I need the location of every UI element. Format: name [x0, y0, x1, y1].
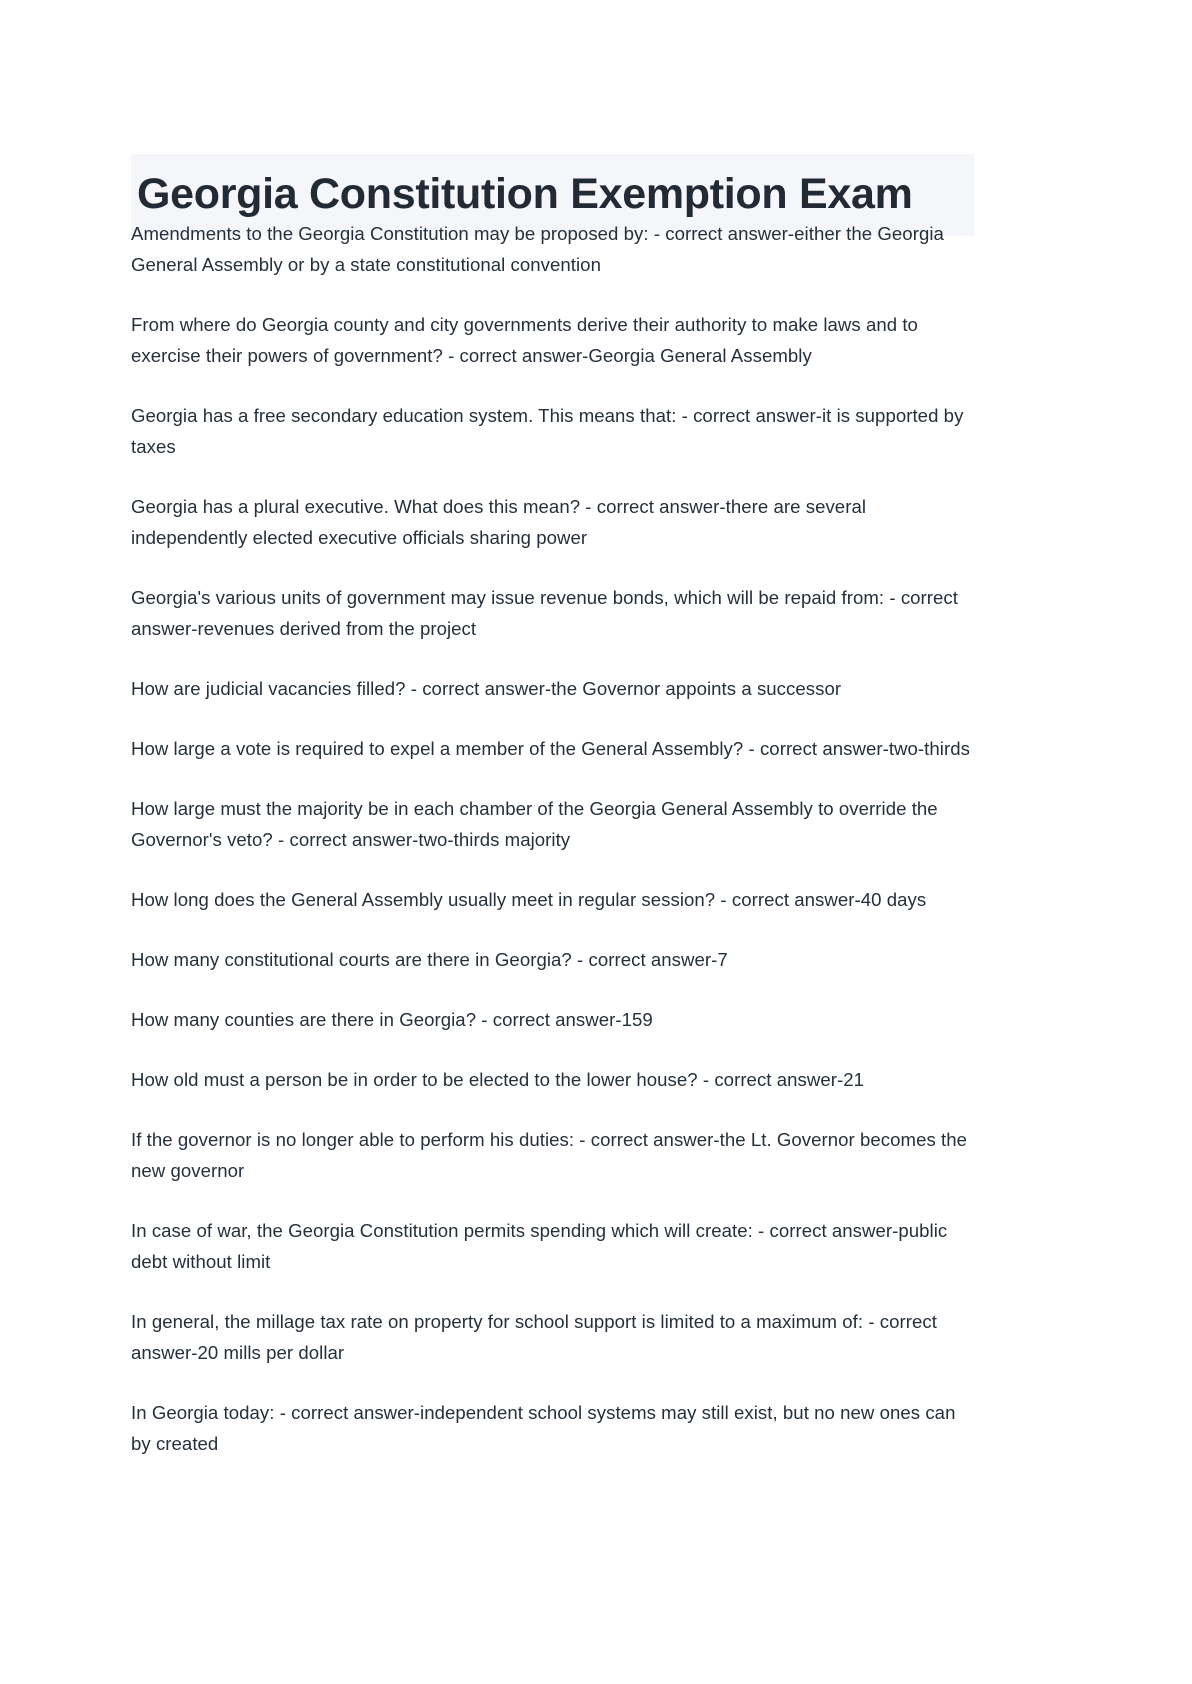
- qa-entry: How large a vote is required to expel a member of the General Assembly? - correct answer-two-thirds: [131, 738, 970, 759]
- qa-entry: How long does the General Assembly usually meet in regular session? - correct answer-40 days: [131, 889, 927, 910]
- qa-entry: If the governor is no longer able to perform his duties: - correct answer-the Lt. Governor becomes the new governor: [131, 1129, 968, 1181]
- qa-entry: How many constitutional courts are there in Georgia? - correct answer-7: [131, 949, 728, 970]
- qa-entry: Amendments to the Georgia Constitution may be proposed by: - correct answer-either the Georgia General Assembly or by a state constitutional convention: [131, 223, 944, 275]
- qa-entry: How are judicial vacancies filled? - correct answer-the Governor appoints a successor: [131, 678, 842, 699]
- qa-entry: From where do Georgia county and city governments derive their authority to make laws and to exercise their powers of government? - correct answer-Georgia General Assembly: [131, 314, 918, 366]
- qa-entry: Georgia has a free secondary education system. This means that: - correct answer-it is supported by taxes: [131, 405, 964, 457]
- qa-entry: How large must the majority be in each chamber of the Georgia General Assembly to override the Governor's veto? - correct answer-two-thirds majority: [131, 798, 938, 850]
- qa-entry: How old must a person be in order to be elected to the lower house? - correct answer-21: [131, 1069, 864, 1090]
- qa-entry: In Georgia today: - correct answer-independent school systems may still exist, but no new ones can by created: [131, 1402, 956, 1454]
- document-body: [131, 218, 976, 1459]
- qa-entry: Georgia's various units of government may issue revenue bonds, which will be repaid from: - correct answer-revenues derived from the project: [131, 587, 958, 639]
- qa-entry: In case of war, the Georgia Constitution permits spending which will create: - correct answer-public debt without limit: [131, 1220, 948, 1272]
- page-title: Georgia Constitution Exemption Exam: [131, 154, 974, 236]
- qa-entry: Georgia has a plural executive. What does this mean? - correct answer-there are several independently elected executive officials sharing power: [131, 496, 867, 548]
- qa-entry: How many counties are there in Georgia? - correct answer-159: [131, 1009, 653, 1030]
- qa-entry: In general, the millage tax rate on property for school support is limited to a maximum of: - correct answer-20 mills per dollar: [131, 1311, 937, 1363]
